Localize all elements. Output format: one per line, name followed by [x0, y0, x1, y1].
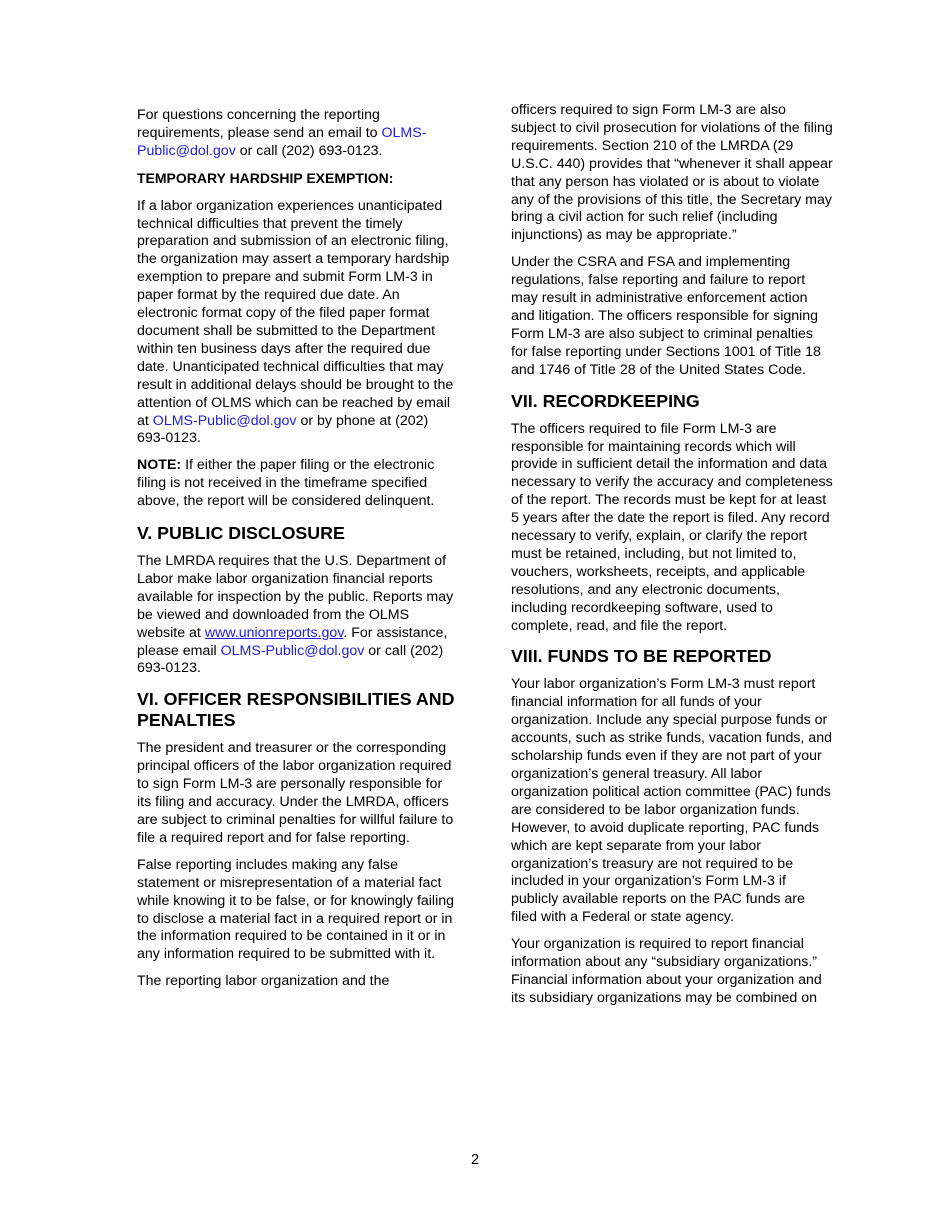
hardship-paragraph: If a labor organization experiences unanticipated technical difficulties that prevent the timely preparation and submission of an electronic filing, the organization may assert a temporary hardship exemption to prepare and submit Form LM-3 in paper format by the required due date. An electronic format copy of the filed paper format document shall be submitted to the Department within ten business days after the required due date. Unanticipated technical difficulties that may result in additional delays should be brought to the attention of OLMS which can be reached by email at OLMS-Public@dol.gov or by phone at (202) 693-0123.: [137, 197, 454, 447]
note-paragraph: NOTE: If either the paper filing or the electronic filing is not received in the timeframe specified above, the report will be considered delinquent.: [137, 457, 435, 510]
officer-paragraph-1: The president and treasurer or the corresponding principal officers of the labor organization required to sign Form LM-3 are personally responsible for its filing and accuracy. Under the LMRDA, officers are subject to criminal penalties for willful failure to file a required report and for false reporting.: [137, 740, 454, 846]
unionreports-link[interactable]: www.unionreports.gov: [204, 624, 344, 641]
email-link[interactable]: OLMS-Public@dol.gov: [137, 124, 427, 159]
section-heading-officer-responsibilities: VI. OFFICER RESPONSIBILITIES AND PENALTIES: [137, 689, 455, 731]
funds-paragraph-1: Your labor organization’s Form LM-3 must report financial information for all funds of your organization. Include any special purpose funds or accounts, such as strike funds, vacation funds, and scholarship funds even if they are not part of your organization’s general treasury. All labor organization political action committee (PAC) funds are considered to be labor organization funds. However, to avoid duplicate reporting, PAC funds which are kept separate from your labor organization’s treasury are not required to be included in your organization’s Form LM-3 if publicly available reports on the PAC funds are filed with a Federal or state agency.: [511, 676, 832, 926]
email-link[interactable]: OLMS-Public@dol.gov: [220, 642, 365, 659]
section-heading-recordkeeping: VII. RECORDKEEPING: [511, 390, 700, 411]
funds-paragraph-2: Your organization is required to report financial information about any “subsidiary organizations.” Financial information about your organization and its subsidiary organizations may be combined on: [511, 936, 822, 1006]
contact-paragraph: For questions concerning the reporting requirements, please send an email to OLMS-Public@dol.gov or call (202) 693-0123.: [137, 107, 427, 159]
civil-prosecution-paragraph: officers required to sign Form LM-3 are also subject to civil prosecution for violations of the filing requirements. Section 210 of the LMRDA (29 U.S.C. 440) provides that “whenever it shall appear that any person has violated or is about to violate any of the provisions of this title, the Secretary may bring a civil action for such relief (including injunctions) as may be appropriate.”: [511, 102, 833, 244]
right-column: [511, 102, 833, 1017]
left-column: [137, 107, 457, 1000]
officer-paragraph-2: False reporting includes making any false statement or misrepresentation of a material fact while knowing it to be false, or for knowingly failing to disclose a material fact in a required report or in the information required to be contained in it or in any information required to be submitted with it.: [137, 856, 455, 963]
recordkeeping-paragraph: The officers required to file Form LM-3 are responsible for maintaining records which will provide in sufficient detail the information and data necessary to verify the accuracy and completeness of the report. The records must be kept for at least 5 years after the date the report is filed. Any record necessary to verify, explain, or clarify the report must be retained, including, but not limited to, vouchers, worksheets, receipts, and applicable resolutions, and any electronic documents, including recordkeeping software, used to complete, read, and file the report.: [511, 420, 833, 634]
section-heading-funds: VIII. FUNDS TO BE REPORTED: [511, 646, 772, 667]
email-link[interactable]: OLMS-Public@dol.gov: [152, 412, 297, 429]
note-label: NOTE:: [137, 457, 182, 474]
csra-fsa-paragraph: Under the CSRA and FSA and implementing regulations, false reporting and failure to report may result in administrative enforcement action and litigation. The officers responsible for signing Form LM-3 are also subject to criminal penalties for false reporting under Sections 1001 of Title 18 and 1746 of Title 28 of the United States Code.: [511, 254, 821, 378]
officer-paragraph-3: The reporting labor organization and the: [137, 973, 390, 990]
public-disclosure-paragraph: The LMRDA requires that the U.S. Department of Labor make labor organization financial reports available for inspection by the public. Reports may be viewed and downloaded from the OLMS website at www.unionreports.gov. For assistance, please email OLMS-Public@dol.gov or call (202) 693-0123.: [137, 553, 454, 677]
page-number: 2: [470, 1152, 480, 1168]
section-heading-public-disclosure: V. PUBLIC DISCLOSURE: [137, 523, 345, 544]
hardship-heading: TEMPORARY HARDSHIP EXEMPTION:: [137, 169, 394, 186]
